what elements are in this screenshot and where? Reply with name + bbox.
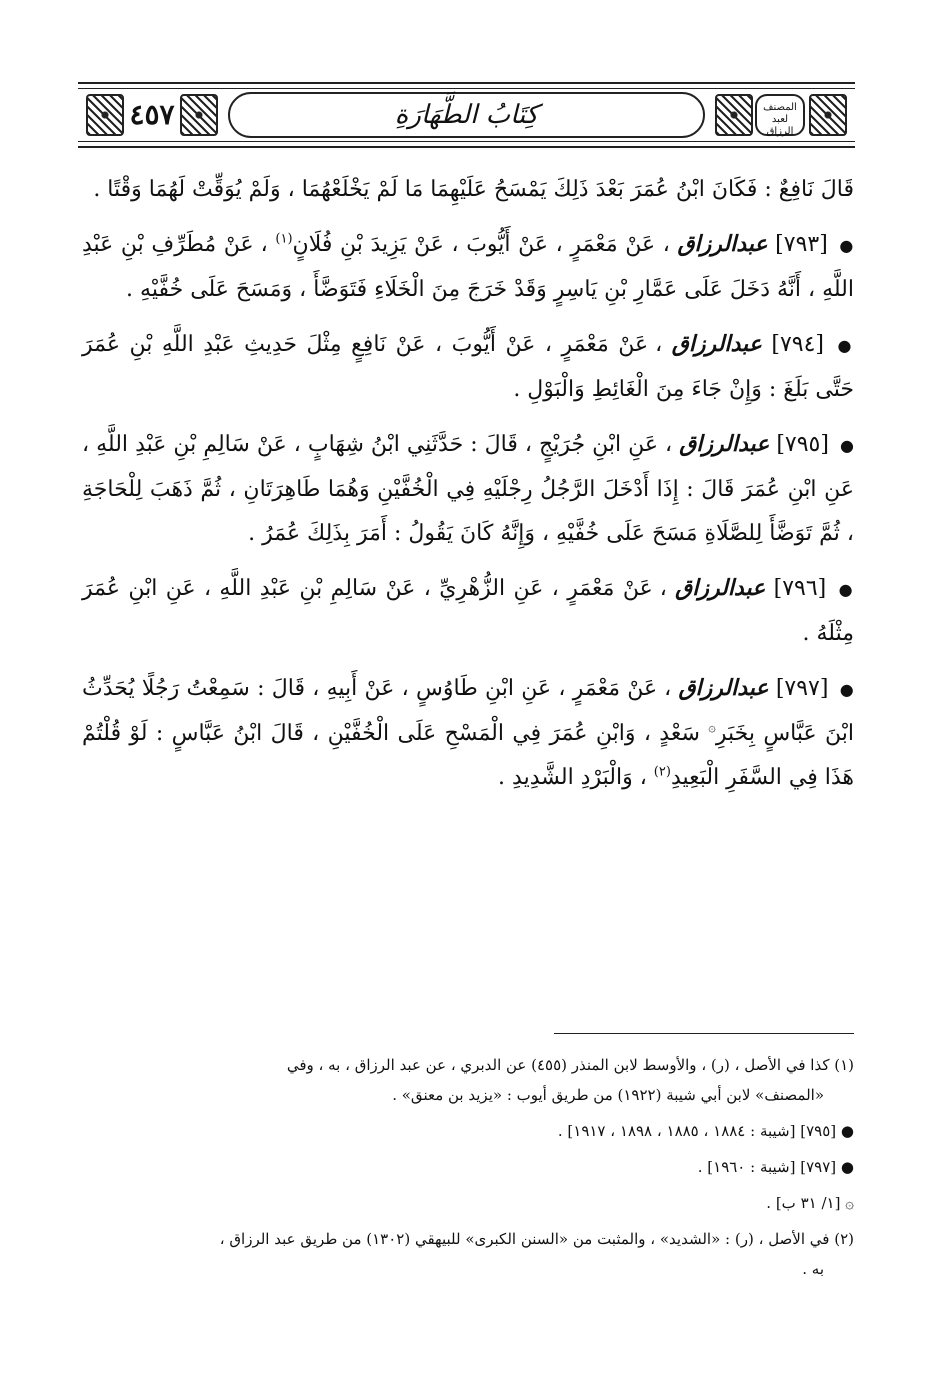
footnote-795: ● [٧٩٥] [شيبة : ١٨٨٤ ، ١٨٨٥ ، ١٨٩٨ ، ١٩١٧] . (557, 1122, 854, 1140)
hadith-number: [٧٩٦] (773, 576, 827, 601)
bullet-icon: ● (839, 680, 854, 699)
paragraph: قَالَ نَافِعٌ : فَكَانَ ابْنُ عُمَرَ بَعْدَ ذَلِكَ يَمْسَحُ عَلَيْهِمَا مَا لَمْ يَخْلَعْهُمَا ، وَلَمْ يُوَقِّتْ لَهُمَا وَقْتًا . (93, 177, 854, 202)
main-text (82, 168, 854, 810)
footnotes (82, 1050, 854, 1290)
hadith-text: ، عَنْ مَعْمَرٍ ، عَنِ الزُّهْرِيِّ ، عَنْ سَالِمِ بْنِ عَبْدِ اللَّهِ ، عَنِ ابْنِ عُمَرَ مِثْلَهُ . (82, 576, 854, 646)
footnote-797: ● [٧٩٧] [شيبة : ١٩٦٠] . (697, 1158, 854, 1176)
page-header (78, 82, 855, 148)
footnote-text: (١) كذا في الأصل ، (ر) ، والأوسط لابن المنذر (٤٥٥) عن الدبري ، عن عبد الرزاق ، به ، وفي (286, 1056, 854, 1074)
footnote-text: «المصنف» لابن أبي شيبة (١٩٢٢) من طريق أيوب : «يزيد بن معنق» . (392, 1086, 824, 1104)
hadith-796 (82, 566, 854, 656)
footnote-ref: (١) (275, 231, 293, 247)
hadith-number: [٧٩٧] (775, 676, 829, 701)
ornament-icon (715, 94, 753, 136)
footnote-folio: ۞ [١/ ٣١ ب] . (766, 1194, 854, 1212)
hadith-text: ، عَنْ مُطَرِّفِ بْنِ عَبْدِ اللَّهِ ، أَنَّهُ دَخَلَ عَلَى عَمَّارِ بْنِ يَاسِرٍ وَقَدْ خَرَجَ مِنَ الْخَلَاءِ فَتَوَضَّأَ ، وَمَسَحَ عَلَى خُفَّيْهِ . (82, 232, 854, 302)
hadith-793 (82, 222, 854, 312)
narrator-name: عبدالرزاق (671, 331, 762, 357)
hadith-number: [٧٩٤] (771, 332, 824, 357)
narrator-name: عبدالرزاق (679, 431, 770, 457)
hadith-number: [٧٩٣] (775, 232, 828, 257)
hadith-797 (82, 666, 854, 800)
bullet-icon: ● (838, 580, 854, 599)
footnote-2 (82, 1224, 854, 1284)
footnote-text: (٢) في الأصل ، (ر) : «الشديد» ، والمثبت من «السنن الكبرى» للبيهقي (١٣٠٢) من طريق عبد الرزاق ، (219, 1230, 854, 1248)
footnote-ref: (٢) (653, 764, 671, 780)
ornament-icon (180, 94, 218, 136)
hadith-text: ، عَنْ مَعْمَرٍ ، عَنِ ابْنِ طَاوُسٍ ، عَنْ أَبِيهِ ، قَالَ : سَمِعْتُ رَجُلًا يُحَدِّثُ ابْنَ عَبَّاسٍ بِخَبَرِ (82, 676, 854, 746)
hadith-text: ، عَنْ مَعْمَرٍ ، عَنْ أَيُّوبَ ، عَنْ يَزِيدَ بْنِ فُلَانٍ (292, 232, 670, 257)
hadith-text: ، وَالْبَرْدِ الشَّدِيدِ . (498, 765, 647, 790)
footnote-1 (82, 1050, 854, 1110)
bullet-icon: ● (837, 336, 854, 355)
hadith-794 (82, 322, 854, 412)
hadith-text: ، عَنِ ابْنِ جُرَيْجٍ ، قَالَ : حَدَّثَنِي ابْنُ شِهَابٍ ، عَنْ سَالِمِ بْنِ عَبْدِ اللَّهِ ، عَنِ ابْنِ عُمَرَ قَالَ : إِذَا أَدْخَلَ الرَّجُلُ رِجْلَيْهِ فِي الْخُفَّيْنِ وَهُمَا طَاهِرَتَانِ ، ثُمَّ ذَهَبَ لِلْحَاجَةِ ، ثُمَّ تَوَضَّأَ لِلصَّلَاةِ مَسَحَ عَلَى خُفَّيْهِ ، وَإِنَّهُ كَانَ يَقُولُ : أَمَرَ بِذَلِكَ عُمَرُ . (82, 432, 854, 546)
bullet-icon: ● (839, 236, 855, 255)
ornament-icon (809, 94, 847, 136)
hadith-text: سَعْدٍ ، وَابْنِ عُمَرَ فِي الْمَسْحِ عَلَى الْخُفَّيْنِ ، قَالَ ابْنُ عَبَّاسٍ : لَوْ قُلْتُمْ هَذَا فِي السَّفَرِ الْبَعِيدِ (82, 721, 854, 790)
seal-logo: المصنف لعبد الرزاق (755, 94, 805, 136)
footnote-text: به . (802, 1260, 824, 1278)
footnote-divider (554, 1033, 854, 1034)
narrator-name: عبدالرزاق (678, 675, 769, 701)
folio-mark-icon: ۞ (708, 720, 716, 736)
hadith-795 (82, 422, 854, 556)
hadith-text: ، عَنْ مَعْمَرٍ ، عَنْ أَيُّوبَ ، عَنْ نَافِعٍ مِثْلَ حَدِيثِ عَبْدِ اللَّهِ بْنِ عُمَرَ حَتَّى بَلَغَ : وَإِنْ جَاءَ مِنَ الْغَائِطِ وَالْبَوْلِ . (82, 332, 854, 402)
hadith-number: [٧٩٥] (776, 432, 829, 457)
ornament-icon (86, 94, 124, 136)
page-number: ٤٥٧ (129, 98, 175, 131)
book-title: كِتَابُ الطَّهَارَةِ (228, 92, 705, 138)
narrator-name: عبدالرزاق (675, 575, 766, 601)
bullet-icon: ● (840, 436, 855, 455)
narrator-name: عبدالرزاق (677, 231, 768, 257)
